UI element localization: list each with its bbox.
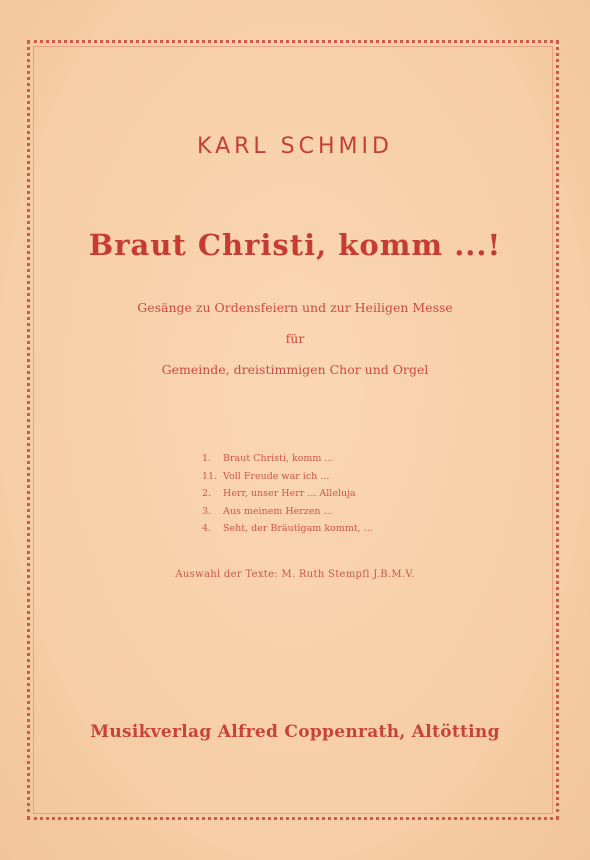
item-number: 3. xyxy=(202,505,212,517)
item-number: 11. xyxy=(202,470,218,482)
publisher-name: Musikverlag Alfred Coppenrath, Altötting xyxy=(90,722,500,742)
list-item xyxy=(202,485,462,503)
item-title: Herr, unser Herr ... Alleluja xyxy=(223,488,356,499)
item-title: Braut Christi, komm ... xyxy=(223,453,334,464)
list-item xyxy=(202,468,462,486)
work-title: Braut Christi, komm ...! xyxy=(88,228,502,262)
composer-name: KARL SCHMID xyxy=(197,134,393,159)
subtitle-line: Gesänge zu Ordensfeiern und zur Heiligen Messe xyxy=(137,300,453,315)
item-number: 4. xyxy=(202,523,212,534)
item-title: Voll Freude war ich ... xyxy=(223,470,330,482)
item-title: Aus meinem Herzen ... xyxy=(223,505,333,517)
item-number: 2. xyxy=(202,488,212,499)
list-item xyxy=(202,520,462,538)
item-number: 1. xyxy=(202,453,212,464)
texts-credit: Auswahl der Texte: M. Ruth Stempfl J.B.M.V. xyxy=(175,569,415,580)
contents-list xyxy=(202,450,462,538)
subtitle-line: Gemeinde, dreistimmigen Chor und Orgel xyxy=(161,362,429,377)
list-item xyxy=(202,450,462,468)
inner-border-line xyxy=(33,46,553,814)
list-item xyxy=(202,503,462,521)
item-title: Seht, der Bräutigam kommt, ... xyxy=(223,523,373,534)
subtitle-line: für xyxy=(285,331,305,346)
